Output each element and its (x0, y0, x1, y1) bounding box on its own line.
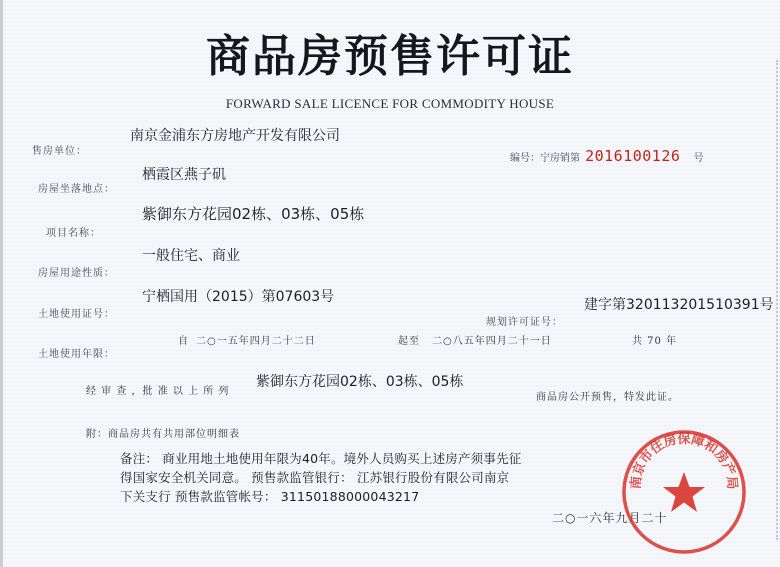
term-total: 共 70 年 (632, 336, 678, 347)
term-to-prefix: 起至 (398, 336, 420, 347)
notes-line-2: 得国家安全机关同意。 预售款监管银行： 江苏银行股份有限公司南京 (120, 470, 510, 485)
usage-value: 一般住宅、商业 (142, 248, 240, 264)
term-from-prefix: 自 (178, 336, 189, 347)
document-subtitle: FORWARD SALE LICENCE FOR COMMODITY HOUSE (225, 96, 555, 111)
approval-suffix: 商品房公开预售，特发此证。 (536, 392, 679, 403)
notes-line-1: 备注： 商业用地土地使用年限为40年。境外人员购买上述房产须事先征 (120, 451, 522, 466)
approval-prefix: 经 审 查 ，批 准 以 上 所 列 (86, 386, 230, 397)
seal-star-icon (663, 472, 705, 512)
attachment-note: 附：商品房共有共用部位明细表 (86, 429, 240, 440)
project-value: 紫御东方花园02栋、03栋、05栋 (142, 205, 365, 223)
location-value: 栖霞区燕子矶 (142, 167, 226, 183)
left-border (0, 0, 3, 567)
seller-value: 南京金浦东方房地产开发有限公司 (130, 128, 340, 144)
term-to-date: 二○八五年四月二十一日 (432, 336, 552, 347)
seller-label: 售房单位： (32, 146, 87, 157)
land-cert-value: 宁栖国用（2015）第07603号 (142, 289, 335, 305)
planning-permit-value: 建字第320113201510391号 (584, 297, 774, 313)
notes-line-3: 下关支行 预售款监管帐号： 31150188000043217 (120, 489, 420, 504)
document-title: 商品房预售许可证 (206, 31, 574, 82)
serial-prefix: 编号：宁房销第 (510, 153, 580, 164)
approval-project: 紫御东方花园02栋、03栋、05栋 (256, 374, 464, 390)
term-from-date: 二○一五年四月二十二日 (196, 336, 316, 347)
serial-number (510, 146, 704, 165)
official-seal (620, 428, 748, 556)
land-cert-label: 土地使用证号： (38, 309, 115, 320)
seal-text: 南京市住房保障和房产局 (628, 431, 740, 490)
issue-date: 二○一六年九月二十 (552, 511, 668, 525)
land-term-label: 土地使用年限： (38, 349, 115, 360)
location-label: 房屋坐落地点： (38, 184, 115, 195)
usage-label: 房屋用途性质： (38, 268, 115, 279)
serial-suffix: 号 (693, 153, 704, 164)
project-label: 项目名称： (46, 228, 101, 239)
serial-number-value: 2016100126 (585, 147, 681, 165)
planning-permit-label: 规划许可证号： (486, 317, 563, 328)
